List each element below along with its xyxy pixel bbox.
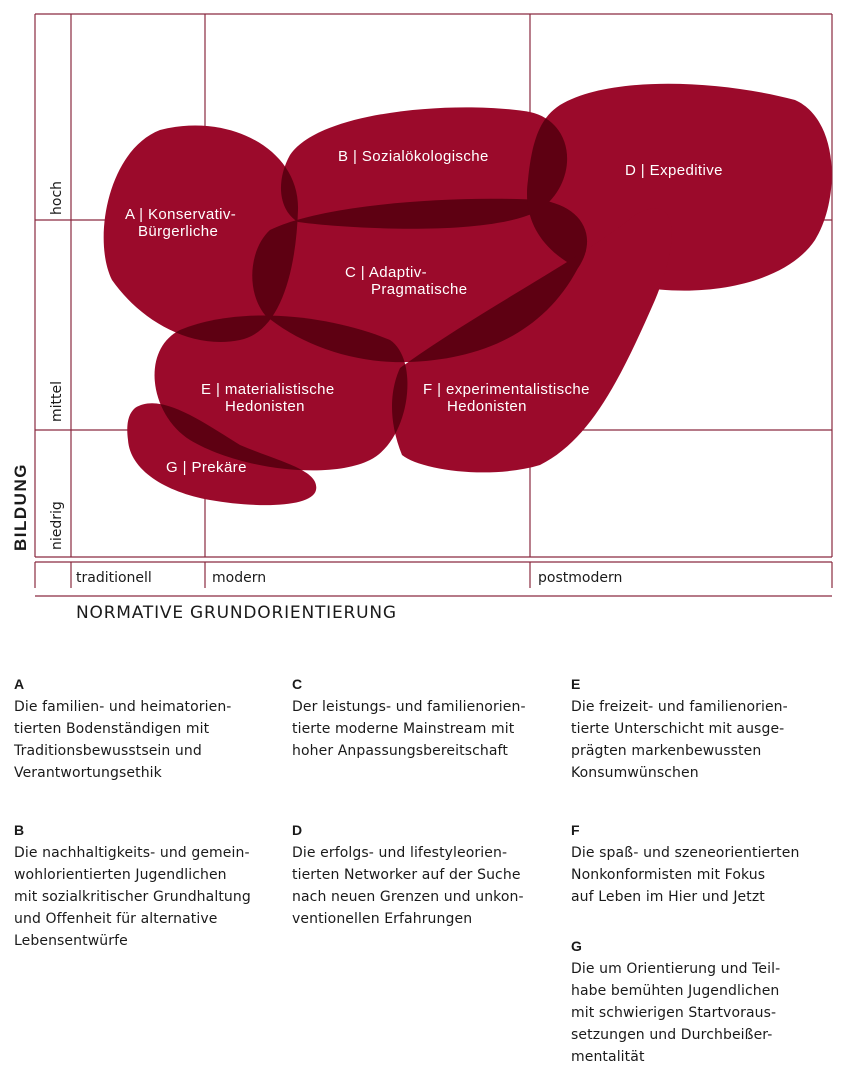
label-c: C | Adaptiv-Pragmatische: [345, 264, 468, 298]
legend-text: Die familien- und heimatorien- tierten Bodenständigen mit Traditionsbewusstsein und Verantwortungsethik: [14, 699, 232, 781]
legend-letter: D: [292, 822, 303, 838]
x-axis-title: NORMATIVE GRUNDORIENTIERUNG: [76, 603, 397, 623]
label-g: G | Prekäre: [166, 459, 247, 476]
legend-item-a: [14, 676, 284, 784]
y-axis-title: BILDUNG: [11, 463, 30, 551]
legend-item-b: [14, 822, 284, 952]
x-level-postmodern: postmodern: [538, 570, 623, 586]
x-level-modern: modern: [212, 570, 267, 586]
label-a: A | Konservativ-Bürgerliche: [125, 206, 237, 240]
y-level-hoch: hoch: [49, 180, 65, 215]
label-d: D | Expeditive: [625, 162, 723, 179]
label-b: B | Sozialökologische: [338, 148, 489, 165]
y-level-mittel: mittel: [49, 380, 65, 422]
legend-item-c: [292, 676, 562, 762]
legend-text: Die spaß- und szeneorientierten Nonkonformisten mit Fokus auf Leben im Hier und Jetzt: [571, 845, 800, 905]
legend-letter: B: [14, 822, 25, 838]
y-level-niedrig: niedrig: [49, 501, 65, 550]
legend-text: Die nachhaltigkeits- und gemein- wohlorientierten Jugendlichen mit sozialkritischer Grundhaltung und Offenheit für alternative Lebensentwürfe: [14, 845, 251, 949]
legend-item-d: [292, 822, 562, 930]
legend-letter: C: [292, 676, 303, 692]
legend-text: Die erfolgs- und lifestyleorien- tierten Networker auf der Suche nach neuen Grenzen und unkon- ventionellen Erfahrungen: [292, 845, 524, 927]
legend-text: Der leistungs- und familienorien- tierte moderne Mainstream mit hoher Anpassungsbereitschaft: [292, 699, 526, 759]
legend-letter: F: [571, 822, 580, 838]
label-e: E | materialistische Hedonisten: [201, 381, 335, 415]
legend-letter: A: [14, 676, 25, 692]
legend-item-f: [571, 822, 841, 908]
label-f: F | experimentalistische Hedonisten: [423, 381, 590, 415]
legend-letter: E: [571, 676, 581, 692]
x-level-traditionell: traditionell: [76, 570, 152, 586]
legend-text: Die freizeit- und familienorien- tierte Unterschicht mit ausge- prägten markenbewussten Konsumwünschen: [571, 699, 788, 781]
legend-text: Die um Orientierung und Teil- habe bemühten Jugendlichen mit schwierigen Startvoraus- setzungen und Durchbeißer- mentalität: [571, 961, 781, 1065]
legend-item-g: [571, 938, 841, 1068]
legend-item-e: [571, 676, 841, 784]
legend-letter: G: [571, 938, 582, 954]
